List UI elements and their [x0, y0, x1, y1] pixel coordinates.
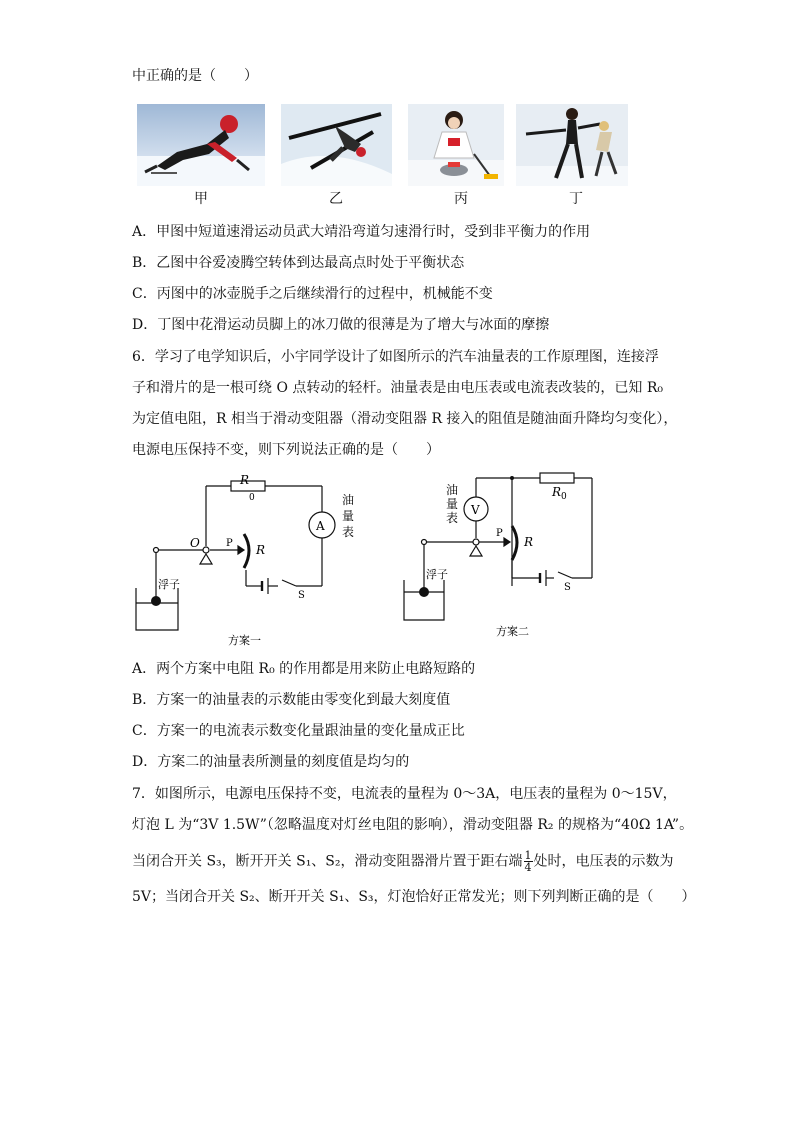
- d2-switch-label: S: [564, 582, 571, 593]
- d1-meter-label-1: 油: [342, 493, 355, 507]
- d1-meter-label-3: 表: [342, 525, 355, 539]
- d2-R0-sub: 0: [561, 492, 567, 502]
- d1-meter-label-2: 量: [342, 509, 355, 523]
- q6-option-a: A．两个方案中电阻 R₀ 的作用都是用来防止电路短路的: [132, 661, 476, 677]
- d1-float-label: 浮子: [158, 578, 180, 591]
- d1-ammeter-symbol: A: [316, 519, 325, 533]
- caption-bing: 丙: [454, 191, 468, 207]
- q6-stem-line2: 子和滑片的是一根可绕 O 点转动的轻杆。油量表是由电压表或电流表改装的，已知 R₀: [132, 380, 663, 396]
- q7-line1: 7．如图所示，电源电压保持不变，电流表的量程为 0～3A，电压表的量程为 0～15V，: [132, 786, 677, 802]
- d2-meter-label-1: 油: [446, 483, 459, 497]
- photo-jia-speed-skater: [137, 104, 265, 186]
- q7-frac-den: 4: [524, 861, 532, 874]
- caption-yi: 乙: [329, 191, 343, 207]
- d1-P-label: P: [226, 538, 233, 549]
- circuit-diagram-scheme-1: [128, 470, 378, 650]
- d1-O-label: O: [190, 536, 200, 550]
- q7-line3-b: 处时，电压表的示数为: [533, 853, 674, 870]
- d2-meter-label-2: 量: [446, 497, 459, 511]
- q6-stem-line4: 电源电压保持不变，则下列说法正确的是（ ）: [132, 442, 440, 458]
- caption-ding: 丁: [569, 191, 583, 207]
- q7-line2: 灯泡 L 为“3V 1.5W”（忽略温度对灯丝电阻的影响），滑动变阻器 R₂ 的规格为“40Ω 1A”。: [132, 817, 694, 833]
- photo-ding-figure-skaters: [516, 104, 628, 186]
- caption-jia: 甲: [194, 191, 208, 207]
- d2-meter-label-3: 表: [446, 511, 459, 525]
- q7-frac-num: 1: [524, 849, 532, 862]
- q6-option-b: B．方案一的油量表的示数能由零变化到最大刻度值: [132, 692, 451, 708]
- q6-stem-line3: 为定值电阻，R 相当于滑动变阻器（滑动变阻器 R 接入的阻值是随油面升降均匀变化），: [132, 411, 678, 427]
- q6-option-d: D．方案二的油量表所测量的刻度值是均匀的: [132, 754, 410, 770]
- d1-switch-label: S: [298, 590, 305, 601]
- q5-option-d: D．丁图中花滑运动员脚上的冰刀做的很薄是为了增大与冰面的摩擦: [132, 317, 550, 333]
- q5-option-c: C．丙图中的冰壶脱手之后继续滑行的过程中，机械能不变: [132, 286, 493, 302]
- d2-caption: 方案二: [496, 625, 529, 638]
- d2-voltmeter-symbol: V: [471, 503, 480, 517]
- d1-R-label: R: [256, 543, 266, 557]
- q5-option-a: A．甲图中短道速滑运动员武大靖沿弯道匀速滑行时，受到非平衡力的作用: [132, 224, 591, 240]
- q6-option-c: C．方案一的电流表示数变化量跟油量的变化量成正比: [132, 723, 465, 739]
- q5-stem-tail: 中正确的是（ ）: [132, 68, 258, 84]
- q6-stem-line1: 6．学习了电学知识后，小宇同学设计了如图所示的汽车油量表的工作原理图，连接浮: [132, 349, 659, 365]
- q7-line4: 5V；当闭合开关 S₂、断开开关 S₁、S₃，灯泡恰好正常发光；则下列判断正确的是（ ）: [132, 889, 696, 905]
- q7-line3-a: 当闭合开关 S₃，断开开关 S₁、S₂，滑动变阻器滑片置于距右端: [132, 853, 523, 870]
- d2-float-label: 浮子: [426, 568, 448, 581]
- d2-P-label: P: [496, 528, 503, 539]
- d2-R-label: R: [524, 535, 534, 549]
- circuit-diagram-scheme-2: [396, 470, 626, 645]
- q7-line3: [132, 850, 674, 873]
- d1-R0-sub: 0: [249, 493, 255, 503]
- d2-R0-label: R: [552, 485, 562, 499]
- q7-fraction: [524, 850, 533, 873]
- d1-R0-label: R: [240, 473, 250, 487]
- photo-bing-curler: [408, 104, 504, 186]
- d1-caption: 方案一: [228, 634, 261, 647]
- photo-yi-freestyle-skier: [281, 104, 392, 186]
- q5-option-b: B．乙图中谷爱凌腾空转体到达最高点时处于平衡状态: [132, 255, 465, 271]
